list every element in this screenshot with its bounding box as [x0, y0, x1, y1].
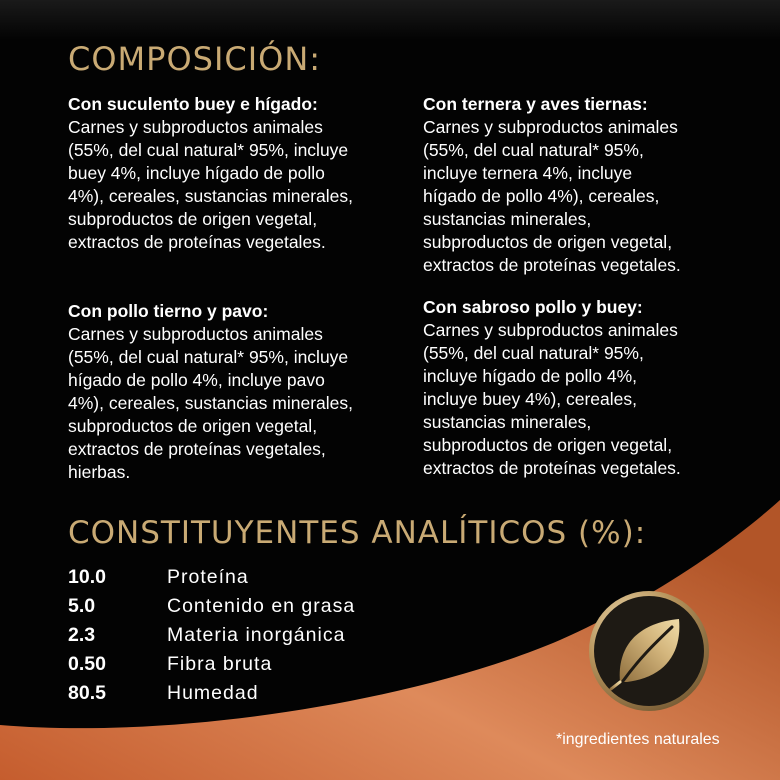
composition-line: extractos de proteínas vegetales. [423, 458, 681, 478]
analytical-row [68, 679, 355, 708]
composition-block-buey-higado [68, 93, 398, 254]
composition-block-pollo-pavo [68, 300, 398, 484]
analytical-value: 80.5 [68, 682, 106, 704]
composition-line: extractos de proteínas vegetales, [68, 439, 326, 459]
composition-line: subproductos de origen vegetal, [423, 232, 673, 252]
analytical-row [68, 592, 355, 621]
analytical-value: 10.0 [68, 566, 106, 588]
composition-block-title: Con pollo tierno y pavo: [68, 301, 269, 321]
composition-line: subproductos de origen vegetal, [68, 209, 318, 229]
composition-block-title: Con suculento buey e hígado: [68, 94, 318, 114]
composition-line: 4%), cereales, sustancias minerales, [68, 393, 353, 413]
composition-line: subproductos de origen vegetal, [423, 435, 673, 455]
composition-line: subproductos de origen vegetal, [68, 416, 318, 436]
composition-line: sustancias minerales, [423, 209, 592, 229]
composition-line: sustancias minerales, [423, 412, 592, 432]
analytical-value: 5.0 [68, 595, 96, 617]
leaf-icon [587, 589, 711, 713]
analytical-label: Materia inorgánica [167, 624, 346, 646]
analytical-value: 0.50 [68, 653, 106, 675]
composition-line: hígado de pollo 4%, incluye pavo [68, 370, 325, 390]
footnote: *ingredientes naturales [556, 731, 720, 748]
composition-line: (55%, del cual natural* 95%, incluye [68, 140, 349, 160]
composition-line: Carnes y subproductos animales [423, 117, 678, 137]
composition-line: Carnes y subproductos animales [68, 117, 323, 137]
composition-block-title: Con ternera y aves tiernas: [423, 94, 648, 114]
composition-line: incluye ternera 4%, incluye [423, 163, 633, 183]
analytical-heading: CONSTITUYENTES ANALÍTICOS (%): [68, 515, 647, 551]
analytical-value: 2.3 [68, 624, 96, 646]
composition-line: Carnes y subproductos animales [423, 320, 678, 340]
composition-line: incluye buey 4%), cereales, [423, 389, 637, 409]
composition-line: Carnes y subproductos animales [68, 324, 323, 344]
composition-line: extractos de proteínas vegetales. [423, 255, 681, 275]
composition-line: (55%, del cual natural* 95%, [423, 343, 644, 363]
analytical-table [68, 563, 355, 708]
composition-line: incluye hígado de pollo 4%, [423, 366, 638, 386]
composition-line: (55%, del cual natural* 95%, incluye [68, 347, 349, 367]
composition-line: buey 4%, incluye hígado de pollo [68, 163, 325, 183]
analytical-row [68, 621, 355, 650]
composition-line: hierbas. [68, 462, 131, 482]
composition-heading: COMPOSICIÓN: [68, 40, 322, 78]
composition-block-ternera-aves [423, 93, 753, 277]
composition-line: extractos de proteínas vegetales. [68, 232, 326, 252]
analytical-row [68, 650, 355, 679]
analytical-label: Humedad [167, 682, 259, 704]
composition-block-pollo-buey [423, 296, 753, 480]
analytical-label: Proteína [167, 566, 249, 588]
composition-line: 4%), cereales, sustancias minerales, [68, 186, 353, 206]
composition-block-title: Con sabroso pollo y buey: [423, 297, 643, 317]
composition-line: (55%, del cual natural* 95%, [423, 140, 644, 160]
composition-line: hígado de pollo 4%), cereales, [423, 186, 660, 206]
analytical-label: Fibra bruta [167, 653, 273, 675]
analytical-label: Contenido en grasa [167, 595, 356, 617]
analytical-row [68, 563, 355, 592]
